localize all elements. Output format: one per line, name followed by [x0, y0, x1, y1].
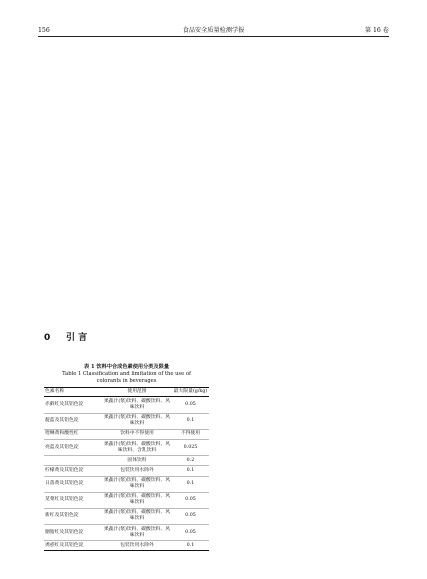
table-cell: 新红及其铝色淀	[44, 508, 102, 524]
page-number: 156	[38, 27, 50, 34]
table-row	[44, 508, 209, 524]
table-row	[44, 397, 209, 413]
unreadable-text-region	[44, 40, 384, 295]
journal-name: 食品安全质量检测学报	[182, 27, 245, 34]
table-cell: 果蔬汁(浆)饮料、碳酸饮料、风味饮料	[102, 492, 172, 508]
table-cell: 0.025	[172, 439, 209, 455]
column-header: 最大限量(g/kg)	[172, 388, 209, 397]
table-cell: 胭脂红及其铝色淀	[44, 525, 102, 541]
section-title: 引 言	[66, 333, 88, 343]
table-cell: 果蔬汁(浆)饮料、碳酸饮料、风味饮料	[102, 413, 172, 429]
table-cell: 固体饮料	[102, 456, 172, 466]
table-header-row	[44, 388, 209, 397]
page-header	[38, 22, 389, 34]
table-caption-en-1: Table 1 Classification and limitation of the use of	[62, 370, 191, 377]
table-cell: 0.05	[172, 508, 209, 524]
table-row	[44, 476, 209, 492]
table-cell: 包装饮用水除外	[102, 541, 172, 551]
table-row	[44, 429, 209, 439]
table-cell: 0.1	[172, 476, 209, 492]
table-cell: 苋菜红及其铝色淀	[44, 492, 102, 508]
table-row	[44, 525, 209, 541]
table-cell: 果蔬汁(浆)饮料、碳酸饮料、风味饮料、含乳饮料	[102, 439, 172, 455]
table-cell: 0.1	[172, 541, 209, 551]
table-cell: 果蔬汁(浆)饮料、碳酸饮料、风味饮料	[102, 397, 172, 413]
table-row	[44, 466, 209, 476]
table-cell: 柠檬黄及其铝色淀	[44, 466, 102, 476]
table-cell: 包装饮用水除外	[102, 466, 172, 476]
table-row	[44, 413, 209, 429]
table-cell: 果蔬汁(浆)饮料、碳酸饮料、风味饮料	[102, 525, 172, 541]
table-row	[44, 492, 209, 508]
table-caption-cn: 表 1 饮料中合成色素使用分类及限量	[83, 364, 170, 370]
table-cell: 不得使用	[172, 429, 209, 439]
table-cell: 0.1	[172, 413, 209, 429]
table-cell: 果蔬汁(浆)饮料、碳酸饮料、风味饮料	[102, 508, 172, 524]
table-cell: 果蔬汁(浆)饮料、碳酸饮料、风味饮料	[102, 476, 172, 492]
table-cell: 饮料中不得使用	[102, 429, 172, 439]
table-caption-en-2: colorants in beverages	[96, 377, 157, 384]
table-cell: 赤藓红及其铝色淀	[44, 397, 102, 413]
table-cell: 0.05	[172, 525, 209, 541]
table-row	[44, 541, 209, 551]
table-row	[44, 439, 209, 455]
table-1	[44, 364, 209, 551]
column-header: 使用范围	[102, 388, 172, 397]
table-cell: 靛蓝及其铝色淀	[44, 413, 102, 429]
table-row	[44, 456, 209, 466]
table-cell: 喹啉黄和酸性红	[44, 429, 102, 439]
column-header: 色素名称	[44, 388, 102, 397]
table-cell: 日落黄及其铝色淀	[44, 476, 102, 492]
table-cell: 0.05	[172, 492, 209, 508]
table-caption	[44, 364, 209, 384]
table-cell: 0.05	[172, 397, 209, 413]
table-body	[44, 397, 209, 551]
colorant-table	[44, 387, 209, 551]
section-heading	[44, 330, 87, 343]
table-cell: 亮蓝及其铝色淀	[44, 439, 102, 455]
table-cell	[44, 456, 102, 466]
table-cell: 诱惑红及其铝色淀	[44, 541, 102, 551]
section-number: 0	[44, 333, 51, 343]
header-rule	[38, 36, 389, 37]
table-cell: 0.1	[172, 466, 209, 476]
volume-label: 第 16 卷	[364, 27, 389, 34]
table-cell: 0.2	[172, 456, 209, 466]
